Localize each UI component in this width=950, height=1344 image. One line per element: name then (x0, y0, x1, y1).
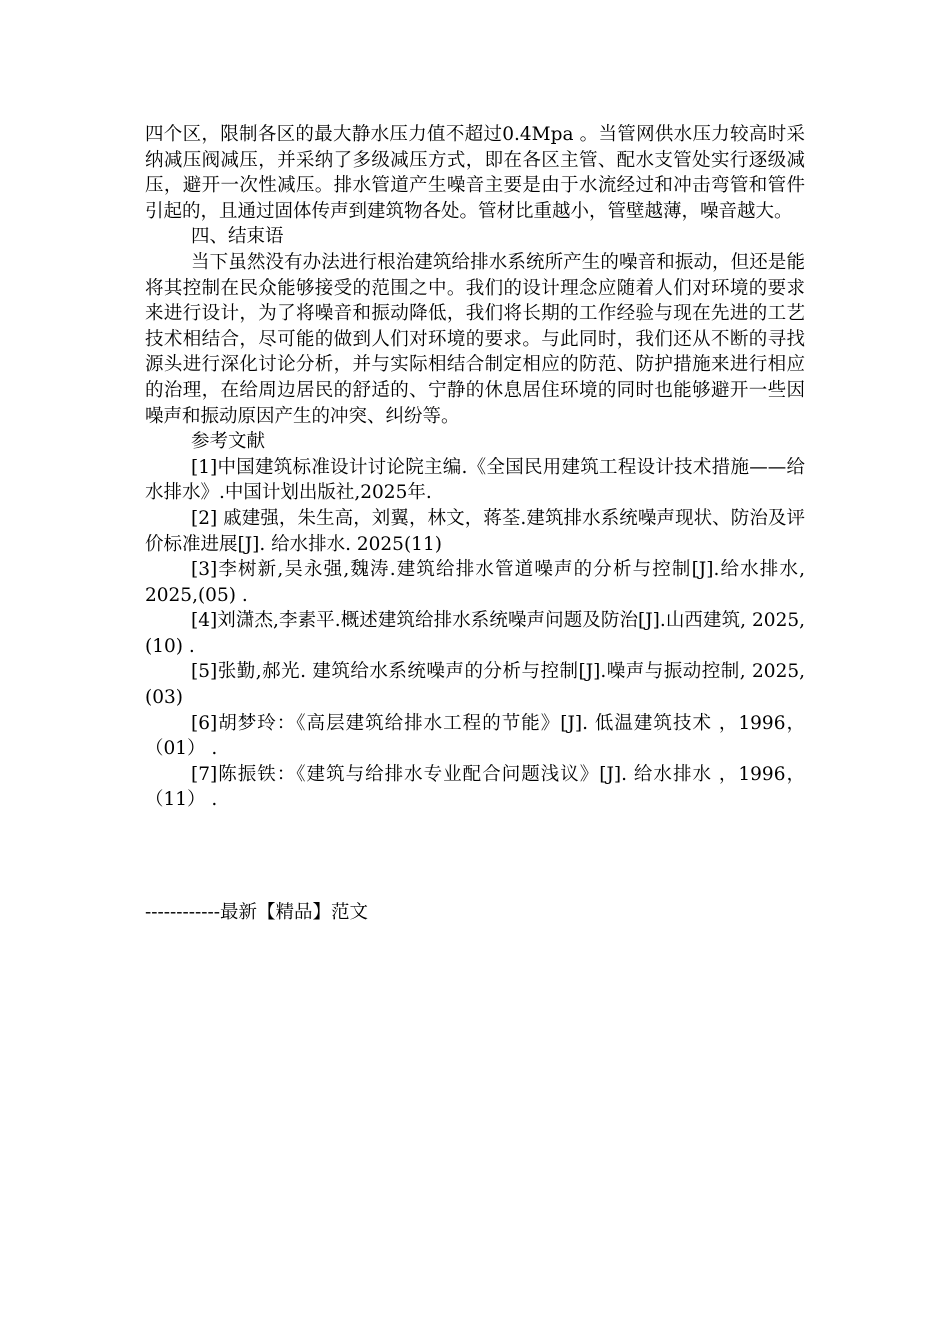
heading-conclusion: 四、结束语 (191, 226, 284, 248)
reference-2: [2] 戚建强，朱生高，刘翼，林文，蒋荃.建筑排水系统噪声现状、防治及评价标准进展[J]. 给水排水. 2025(11) (145, 507, 805, 555)
document-body (145, 122, 805, 813)
reference-1: [1]中国建筑标准设计讨论院主编.《全国民用建筑工程设计技术措施——给水排水》.中国计划出版社,2025年. (145, 456, 805, 504)
reference-5: [5]张勤,郝光. 建筑给水系统噪声的分析与控制[J].噪声与振动控制, 2025,(03) (145, 661, 805, 709)
paragraph-pressure-zones: 四个区，限制各区的最大静水压力值不超过0.4Mpa 。当管网供水压力较高时采纳减压阀减压，并采纳了多级减压方式，即在各区主管、配水支管处实行逐级减压，避开一次性减压。排水管道产生噪音主要是由于水流经过和冲击弯管和管件引起的，且通过固体传声到建筑物各处。管材比重越小，管壁越薄，噪音越大。 (145, 124, 805, 222)
footer-note: ------------最新【精品】范文 (145, 902, 369, 923)
reference-3: [3]李树新,吴永强,魏涛.建筑给排水管道噪声的分析与控制[J].给水排水, 2025,(05) . (145, 559, 805, 606)
reference-6: [6]胡梦玲：《高层建筑给排水工程的节能》[J]. 低温建筑技术 ，1996，（01） . (145, 712, 805, 760)
paragraph-conclusion: 当下虽然没有办法进行根治建筑给排水系统所产生的噪音和振动，但还是能将其控制在民众能够接受的范围之中。我们的设计理念应随着人们对环境的要求来进行设计，为了将噪音和振动降低，我们将长期的工作经验与现在先进的工艺技术相结合，尽可能的做到人们对环境的要求。与此同时，我们还从不断的寻找源头进行深化讨论分析，并与实际相结合制定相应的防范、防护措施来进行相应的治理，在给周边居民的舒适的、宁静的休息居住环境的同时也能够避开一些因噪声和振动原因产生的冲突、纠纷等。 (145, 251, 805, 427)
reference-7: [7]陈振铁：《建筑与给排水专业配合问题浅议》[J]. 给水排水 ，1996，（11） . (145, 763, 805, 811)
reference-4: [4]刘潇杰,李素平.概述建筑给排水系统噪声问题及防治[J].山西建筑, 2025,(10) . (145, 610, 805, 657)
heading-references: 参考文献 (191, 431, 266, 453)
